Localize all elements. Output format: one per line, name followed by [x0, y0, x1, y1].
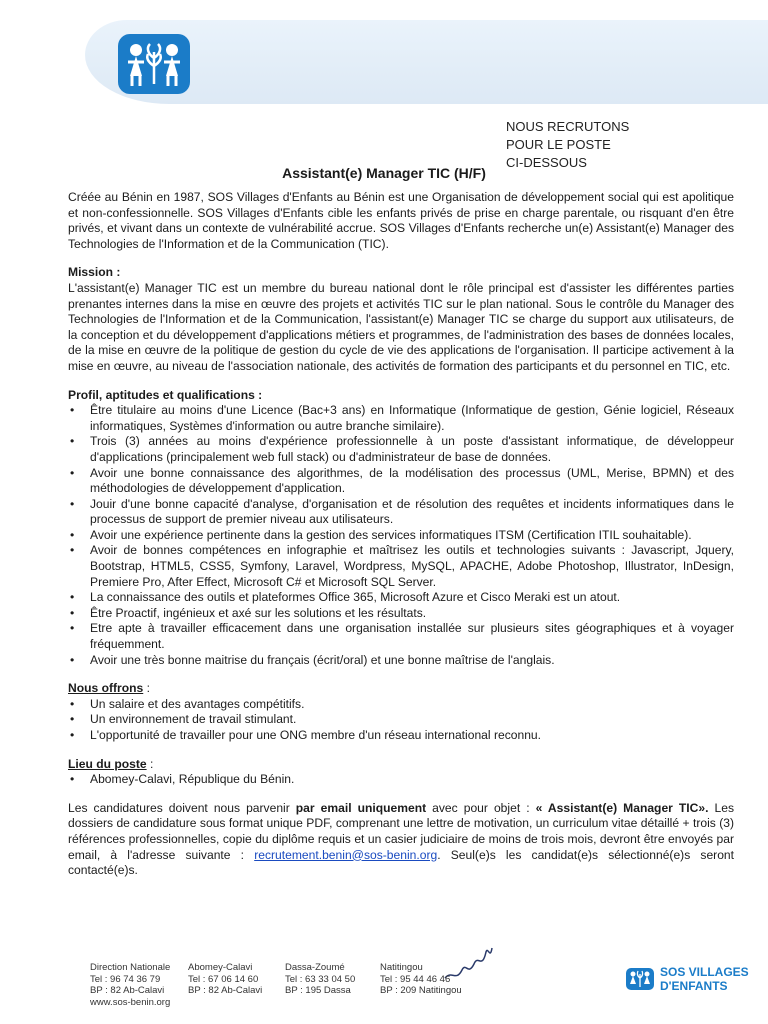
footer-line: Tel : 96 74 36 79 — [90, 973, 161, 985]
offers-heading — [68, 681, 734, 697]
offers-colon: : — [143, 681, 150, 696]
footer-line: Direction Nationale — [90, 962, 171, 973]
list-item: • Avoir une bonne connaissance des algorithmes, de la modélisation des processus (UML, Merise, BPMN) et des méthodologies de développement d'application. — [68, 466, 734, 497]
job-title: Assistant(e) Manager TIC (H/F) — [282, 165, 486, 181]
brand-line: D'ENFANTS — [660, 979, 728, 993]
location-list — [68, 772, 734, 788]
application-text: Les candidatures doivent nous parvenir — [68, 800, 296, 815]
brand-line: SOS VILLAGES — [660, 965, 749, 979]
email-link[interactable]: recrutement.benin@sos-benin.org — [254, 847, 438, 862]
sos-villages-logo-icon — [626, 968, 654, 990]
list-item: • Etre apte à travailler efficacement dans une organisation installée sur plusieurs sites géographiques et à voyager fréquemment. — [68, 621, 734, 652]
recruit-line: CI-DESSOUS — [506, 155, 587, 170]
list-item: • Trois (3) années au moins d'expérience professionnelle à un poste d'assistant informatique, de développeur d'applications (principalement web full stack) ou d'administrateur de base de données. — [68, 434, 734, 465]
sos-children-logo-icon — [118, 34, 190, 94]
list-item: • Avoir de bonnes compétences en infographie et maîtrisez les outils et technologies suivants : Javascript, Jquery, Bootstrap, HTML5, CSS5, Symfony, Laravel, Wordpress, MySQL, APACHE, Adobe Photoshop, Illustrator, InDesign, Premiere Pro, After Effect, Microsoft C# et Microsoft SQL Server. — [68, 543, 734, 590]
list-item: • La connaissance des outils et plateformes Office 365, Microsoft Azure et Cisco Meraki est un atout. — [68, 590, 734, 606]
list-item: • Avoir une très bonne maitrise du français (écrit/oral) et une bonne maîtrise de l'anglais. — [68, 653, 734, 669]
list-item: • Un environnement de travail stimulant. — [68, 712, 734, 728]
footer-line: Dassa-Zoumé — [285, 962, 345, 973]
footer-line: Natitingou — [380, 962, 423, 973]
footer-line: BP : 82 Ab-Calavi — [90, 985, 165, 996]
footer-line: BP : 82 Ab-Calavi — [188, 985, 263, 996]
recruit-heading — [506, 118, 629, 172]
intro-paragraph: Créée au Bénin en 1987, SOS Villages d'Enfants au Bénin est une Organisation de développement social qui est apolitique et non-confessionnelle. SOS Villages d'Enfants cible les enfants privés de prise en charge parentale, ou risquant d'en être privés, et vivant dans un contexte de vulnérabilité accrue. SOS Villages d'Enfants recherche un(e) Assistant(e) Manager des Technologies de l'Information et de la Communication (TIC). — [68, 190, 734, 251]
footer-line: BP : 195 Dassa — [285, 985, 351, 996]
brand-name — [660, 965, 749, 993]
footer-line: Tel : 67 06 14 60 — [188, 973, 259, 985]
footer-column — [90, 962, 170, 1008]
list-item: • Avoir une expérience pertinente dans la gestion des services informatiques ITSM (Certification ITIL souhaitable). — [68, 528, 734, 544]
mission-title: Mission : — [68, 265, 121, 280]
mission-paragraph: L'assistant(e) Manager TIC est un membre du bureau national dont le rôle principal est d'assister les différentes parties prenantes internes dans la mise en œuvre des projets et activités TIC sur le plan national. Sous le contrôle du Manager des Technologies de l'Information et de la Communication, l'assistant(e) Manager TIC se charge du support aux utilisateurs, de la conception et du développement d'applications métiers et programmes, de l'administration des bases de données locales, de la mise en œuvre de la politique de gestion du cycle de vie des applications de l'organisation. Il participe activement à la mise en œuvre, au niveau de l'association nationale, des activités de formation des participants et du personnel en TIC, etc. — [68, 280, 734, 373]
location-heading — [68, 757, 734, 773]
list-item: • L'opportunité de travailler pour une ONG membre d'un réseau international reconnu. — [68, 728, 734, 744]
location-title: Lieu du poste — [68, 756, 147, 771]
application-bold: « Assistant(e) Manager TIC». — [535, 800, 709, 815]
footer-column — [380, 962, 462, 997]
recruit-line: NOUS RECRUTONS — [506, 119, 630, 134]
recruit-line: POUR LE POSTE — [506, 137, 611, 152]
offers-title: Nous offrons — [68, 681, 144, 696]
footer-line: Tel : 63 33 04 50 — [285, 973, 356, 985]
list-item: • Être titulaire au moins d'une Licence (Bac+3 ans) en Informatique (Informatique de gestion, Génie logiciel, Réseaux informatiques, Systèmes d'information ou autre branche similaire). — [68, 403, 734, 434]
profile-title: Profil, aptitudes et qualifications : — [68, 387, 263, 402]
profile-list — [68, 403, 734, 668]
list-item: • Être Proactif, ingénieux et axé sur les solutions et les résultats. — [68, 606, 734, 622]
list-item: • Un salaire et des avantages compétitifs. — [68, 697, 734, 713]
list-item: • Jouir d'une bonne capacité d'analyse, d'organisation et de résolution des requêtes et incidents informatiques dans le processus de support de premier niveau aux utilisateurs. — [68, 497, 734, 528]
application-text: Les dossiers de candidature sous format unique PDF, comprenant une lettre de motivation, un curriculum vitae détaillé + trois (3) références professionnelles, copie du diplôme requis et un casier judiciaire de moins de trois mois, devront être envoyés par email, à l'adresse suivante : — [68, 800, 734, 862]
application-text: avec pour objet : — [426, 800, 536, 815]
footer-column — [285, 962, 355, 997]
application-text: . Seul(e)s les candidat(e)s sélectionné(e)s seront contacté(e)s. — [68, 847, 735, 878]
footer-line: Abomey-Calavi — [188, 962, 253, 973]
application-paragraph — [68, 801, 734, 879]
footer-line: BP : 209 Natitingou — [380, 985, 462, 996]
offers-list — [68, 697, 734, 744]
footer-line: www.sos-benin.org — [90, 996, 171, 1008]
list-item: • Abomey-Calavi, République du Bénin. — [68, 772, 734, 788]
footer-column — [188, 962, 262, 997]
application-bold: par email uniquement — [295, 800, 427, 815]
location-colon: : — [146, 756, 154, 771]
document-body — [68, 190, 734, 879]
footer-line: Tel : 95 44 46 46 — [380, 973, 451, 985]
